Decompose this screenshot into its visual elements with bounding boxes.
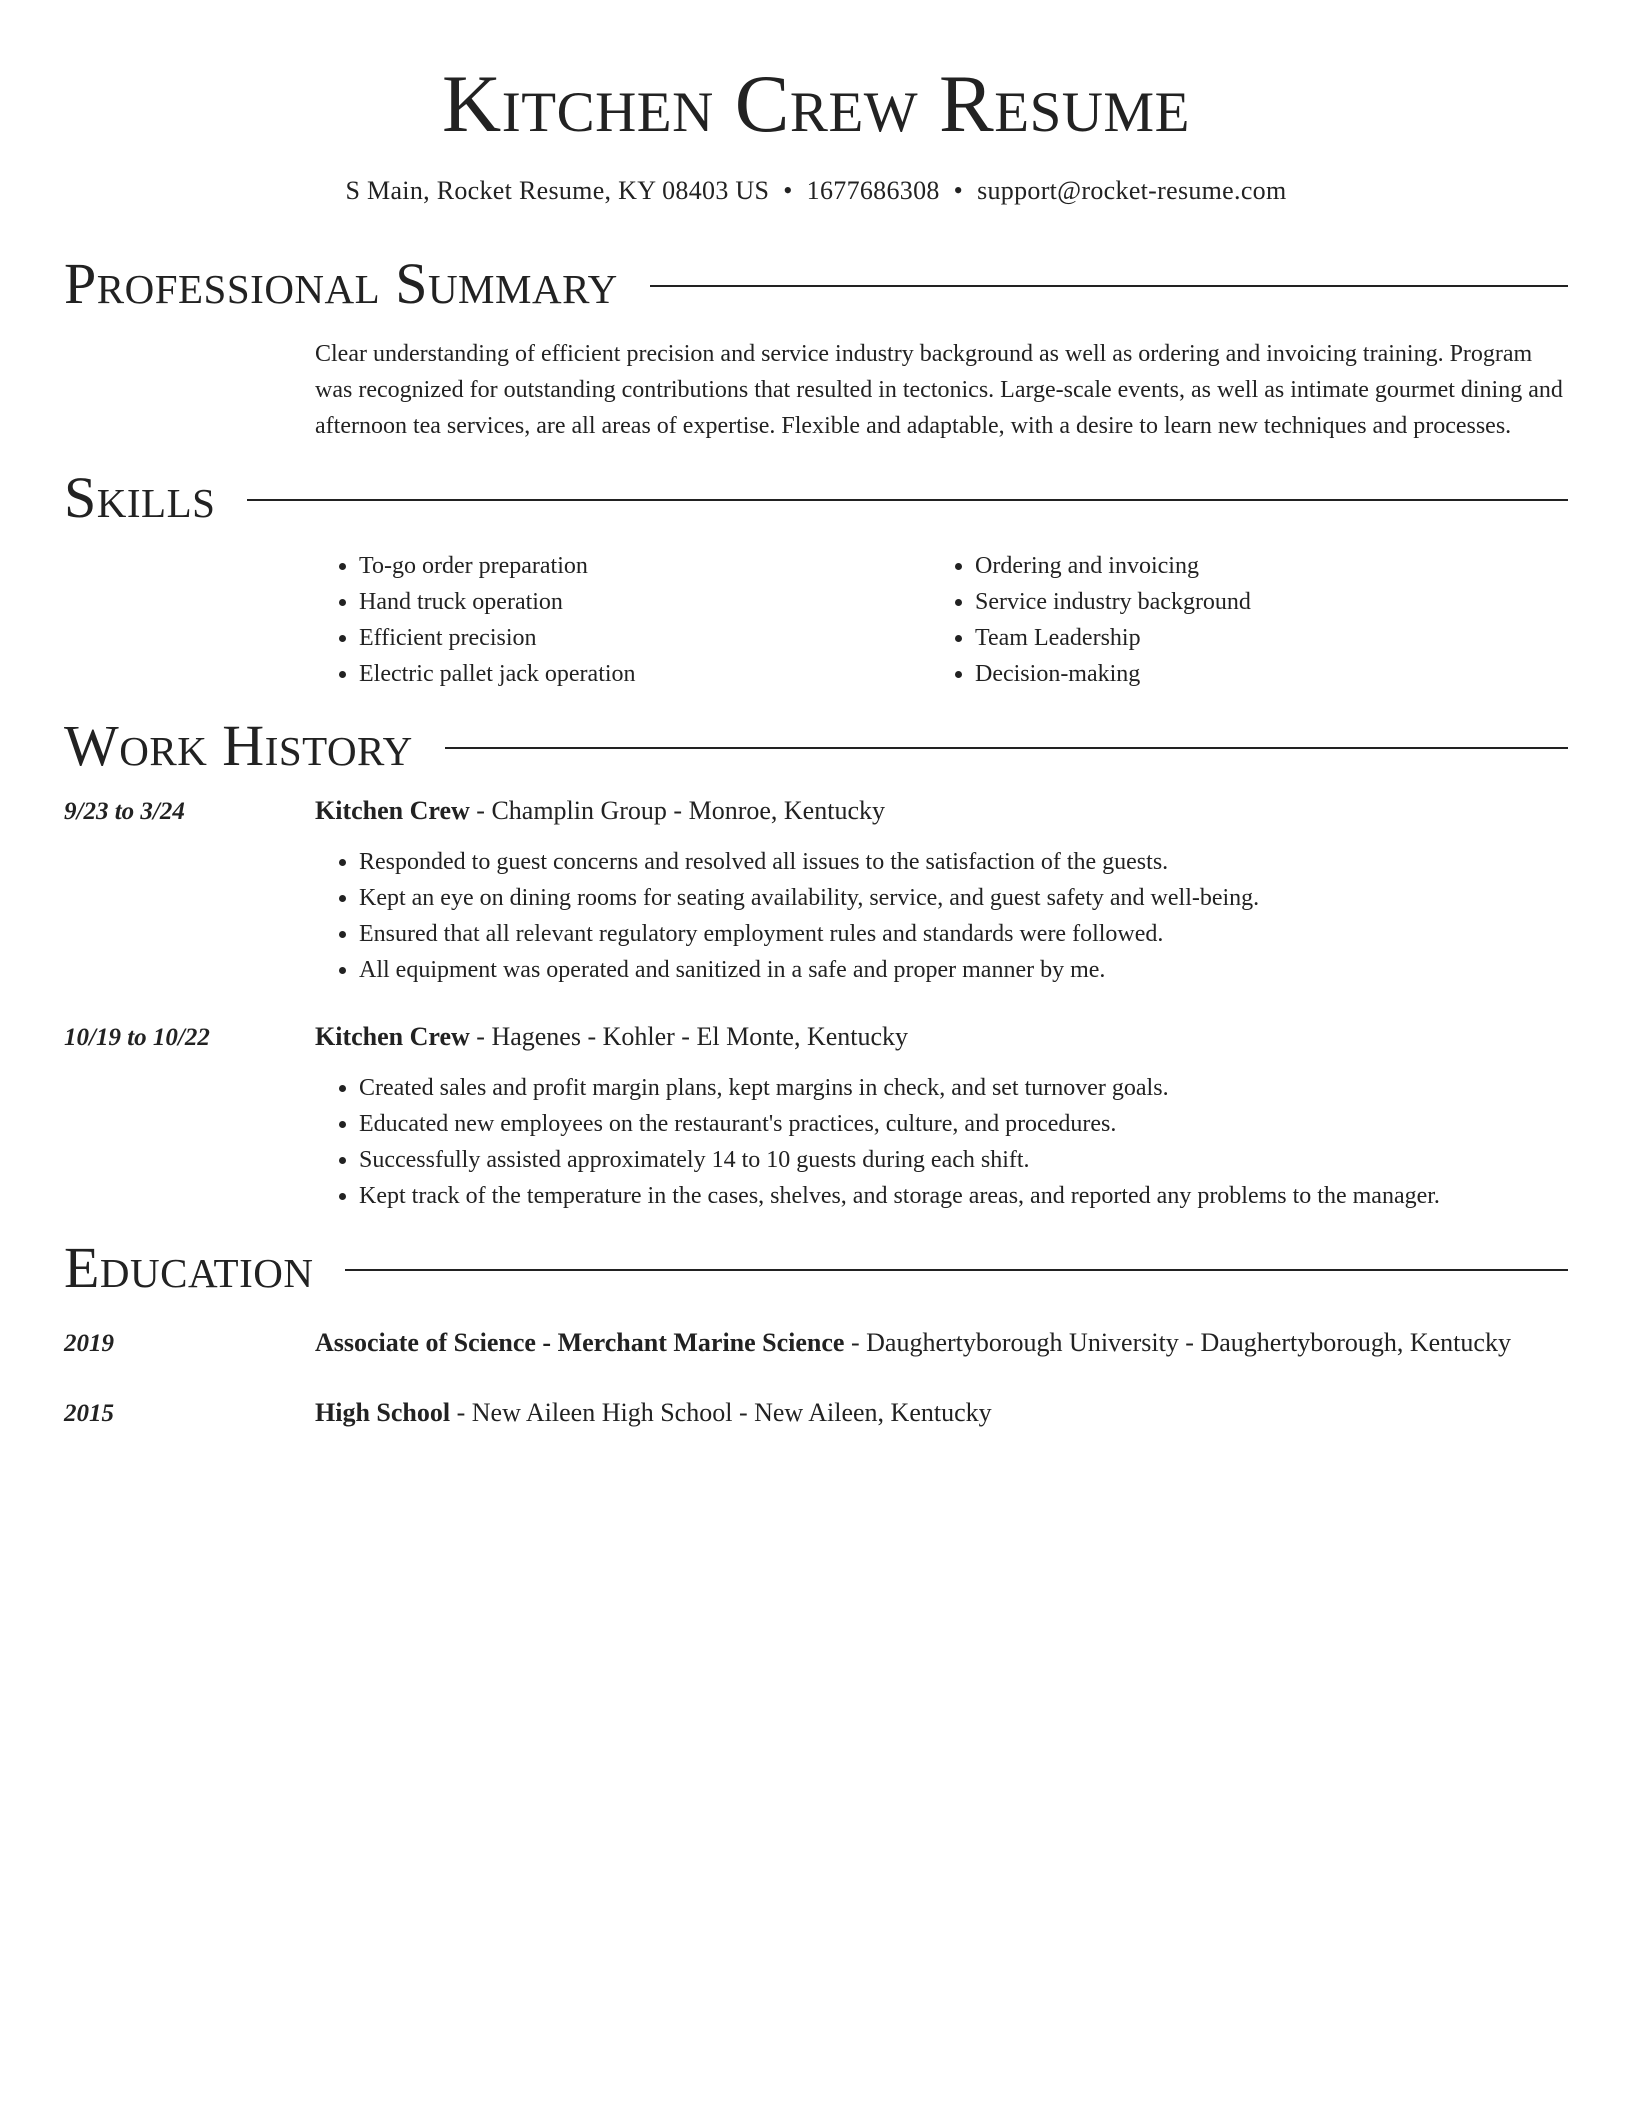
job-bullets	[315, 1070, 1568, 1214]
job-bullet: • Responded to guest concerns and resolved all issues to the satisfaction of the guests.	[359, 844, 1568, 880]
education-year: 2015	[64, 1400, 114, 1427]
job-bullet: • Ensured that all relevant regulatory employment rules and standards were followed.	[359, 916, 1568, 952]
skill-item: • Hand truck operation	[359, 584, 931, 620]
section-header-summary	[64, 252, 1568, 316]
resume-title: Kitchen Crew Resume	[442, 58, 1190, 149]
section-title: Education	[64, 1235, 314, 1300]
section-divider	[650, 285, 1568, 287]
education-degree: High School	[315, 1398, 451, 1427]
job-header	[64, 1022, 1568, 1052]
education-details: - New Aileen High School - New Aileen, Kentucky	[450, 1398, 992, 1427]
contact-separator: •	[953, 176, 964, 205]
skill-item: • Decision-making	[975, 656, 1547, 692]
contact-separator: •	[783, 176, 793, 205]
job-details: - Hagenes - Kohler - El Monte, Kentucky	[469, 1022, 909, 1051]
skills-column-left	[315, 548, 931, 692]
skill-item: • Efficient precision	[359, 620, 931, 656]
job-header	[64, 796, 1568, 826]
job-bullet: • Created sales and profit margin plans, kept margins in check, and set turnover goals.	[359, 1070, 1568, 1106]
section-divider	[247, 499, 1568, 501]
skill-item: • Ordering and invoicing	[975, 548, 1547, 584]
contact-email: support@rocket-resume.com	[977, 176, 1287, 205]
job-bullet: • Kept track of the temperature in the cases, shelves, and storage areas, and reported any problems to the manager.	[359, 1178, 1568, 1214]
section-title: Work History	[64, 713, 413, 778]
education-entry	[64, 1328, 1568, 1358]
skills-list	[315, 548, 1568, 692]
job-bullet: • Successfully assisted approximately 14 to 10 guests during each shift.	[359, 1142, 1568, 1178]
education-degree: Associate of Science - Merchant Marine Science	[315, 1328, 845, 1357]
section-divider	[445, 747, 1568, 749]
skill-item: • Electric pallet jack operation	[359, 656, 931, 692]
contact-line	[64, 176, 1568, 206]
job-details: - Champlin Group - Monroe, Kentucky	[469, 796, 885, 825]
education-line	[315, 1398, 992, 1428]
job-entry	[64, 796, 1568, 988]
section-title: Skills	[64, 465, 216, 530]
section-divider	[345, 1269, 1568, 1271]
education-line	[315, 1328, 1511, 1358]
skills-column-right	[931, 548, 1547, 692]
summary-text: Clear understanding of efficient precision and service industry background as well as ordering and invoicing training. Program was recognized for outstanding contributions that resulted in tectonics. Large-scale events, as well as intimate gourmet dining and afternoon tea services, are all areas of expertise. Flexible and adaptable, with a desire to learn new techniques and processes.	[315, 341, 1563, 439]
job-bullet: • Kept an eye on dining rooms for seating availability, service, and guest safety and well-being.	[359, 880, 1568, 916]
job-title-line	[315, 796, 885, 826]
job-bullet: • Educated new employees on the restaurant's practices, culture, and procedures.	[359, 1106, 1568, 1142]
job-bullet: • All equipment was operated and sanitized in a safe and proper manner by me.	[359, 952, 1568, 988]
contact-address: S Main, Rocket Resume, KY 08403 US	[345, 176, 770, 205]
job-entry	[64, 1022, 1568, 1214]
section-header-skills	[64, 466, 1568, 530]
job-role: Kitchen Crew	[315, 796, 470, 825]
section-header-education	[64, 1236, 1568, 1300]
skill-item: • Team Leadership	[975, 620, 1547, 656]
job-bullets	[315, 844, 1568, 988]
job-dates: 10/19 to 10/22	[64, 1024, 210, 1051]
education-entry	[64, 1398, 1568, 1428]
section-header-work-history	[64, 714, 1568, 778]
skill-item: • To-go order preparation	[359, 548, 931, 584]
education-details: - Daughertyborough University - Daughertyborough, Kentucky	[844, 1328, 1511, 1357]
contact-phone: 1677686308	[806, 176, 940, 205]
education-year: 2019	[64, 1330, 114, 1357]
skill-item: • Service industry background	[975, 584, 1547, 620]
job-role: Kitchen Crew	[315, 1022, 470, 1051]
job-title-line	[315, 1022, 908, 1052]
job-dates: 9/23 to 3/24	[64, 798, 185, 825]
section-title: Professional Summary	[64, 251, 618, 316]
